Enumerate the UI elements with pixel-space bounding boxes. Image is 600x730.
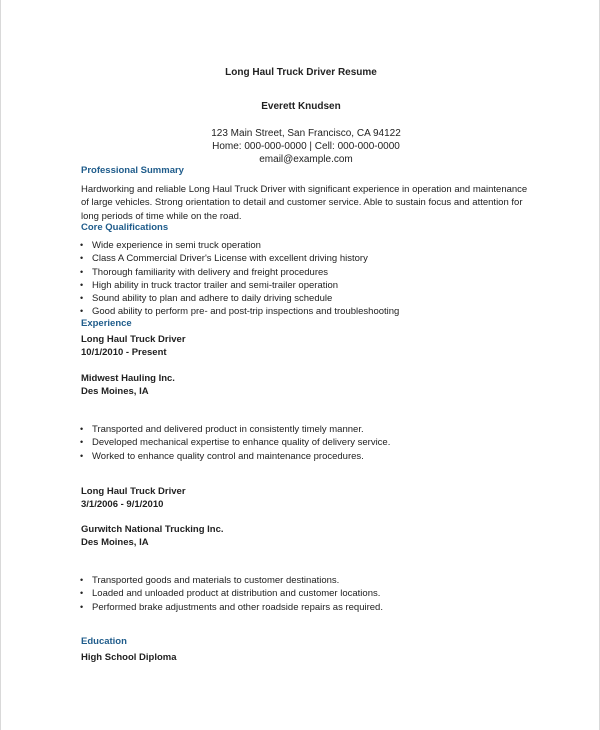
experience-heading: Experience [81, 318, 132, 329]
qualifications-heading: Core Qualifications [81, 222, 169, 233]
list-item: • High ability in truck tractor trailer and semi-trailer operation [80, 279, 339, 291]
bullet-icon: • [80, 279, 84, 290]
job-title: Long Haul Truck Driver [81, 486, 186, 497]
bullet-icon: • [80, 253, 84, 264]
list-item: • Transported goods and materials to customer destinations. [80, 575, 340, 586]
list-item: • Loaded and unloaded product at distribution and customer locations. [80, 588, 381, 600]
job-dates: 10/1/2010 - Present [81, 347, 167, 358]
job-dates: 3/1/2006 - 9/1/2010 [81, 499, 164, 510]
job-duties-list [1, 574, 383, 614]
job-company: Midwest Hauling Inc. [81, 373, 175, 384]
list-item: • Performed brake adjustments and other roadside repairs as required. [80, 601, 383, 613]
summary-text: Hardworking and reliable Long Haul Truck Driver with significant experience in operation and maintenance of large vehicles. Strong orientation to detail and customer service. Able to sustain focus and attention for long periods of time while on the road. [81, 184, 528, 222]
job-location: Des Moines, IA [81, 386, 149, 397]
job-company: Gurwitch National Trucking Inc. [81, 524, 224, 535]
bullet-icon: • [80, 293, 84, 304]
bullet-icon: • [80, 575, 84, 585]
bullet-icon: • [80, 437, 84, 448]
list-item: • Class A Commercial Driver's License with excellent driving history [80, 253, 368, 265]
contact-address: 123 Main Street, San Francisco, CA 94122 [211, 128, 401, 139]
bullet-icon: • [80, 266, 84, 277]
list-item: • Sound ability to plan and adhere to daily driving schedule [80, 293, 333, 305]
list-item: • Transported and delivered product in consistently timely manner. [80, 424, 364, 435]
document-title: Long Haul Truck Driver Resume [225, 67, 377, 78]
list-item: • Wide experience in semi truck operation [80, 240, 261, 251]
contact-email: email@example.com [259, 154, 353, 165]
job-duties-list [1, 423, 390, 463]
job-location: Des Moines, IA [81, 537, 149, 548]
qualifications-list [1, 239, 399, 319]
bullet-icon: • [80, 601, 84, 612]
bullet-icon: • [80, 240, 84, 250]
list-item: • Thorough familiarity with delivery and freight procedures [80, 266, 329, 278]
candidate-name: Everett Knudsen [261, 101, 341, 112]
list-item: • Good ability to perform pre- and post-trip inspections and troubleshooting [80, 306, 400, 318]
contact-phones: Home: 000-000-0000 | Cell: 000-000-0000 [212, 141, 400, 152]
list-item: • Developed mechanical expertise to enhance quality of delivery service. [80, 437, 391, 449]
job-title: Long Haul Truck Driver [81, 334, 186, 345]
bullet-icon: • [80, 450, 84, 461]
education-degree: High School Diploma [81, 652, 177, 663]
education-heading: Education [81, 636, 127, 647]
bullet-icon: • [80, 306, 84, 317]
bullet-icon: • [80, 588, 84, 599]
bullet-icon: • [80, 424, 84, 434]
summary-heading: Professional Summary [81, 165, 184, 176]
list-item: • Worked to enhance quality control and maintenance procedures. [80, 450, 364, 462]
